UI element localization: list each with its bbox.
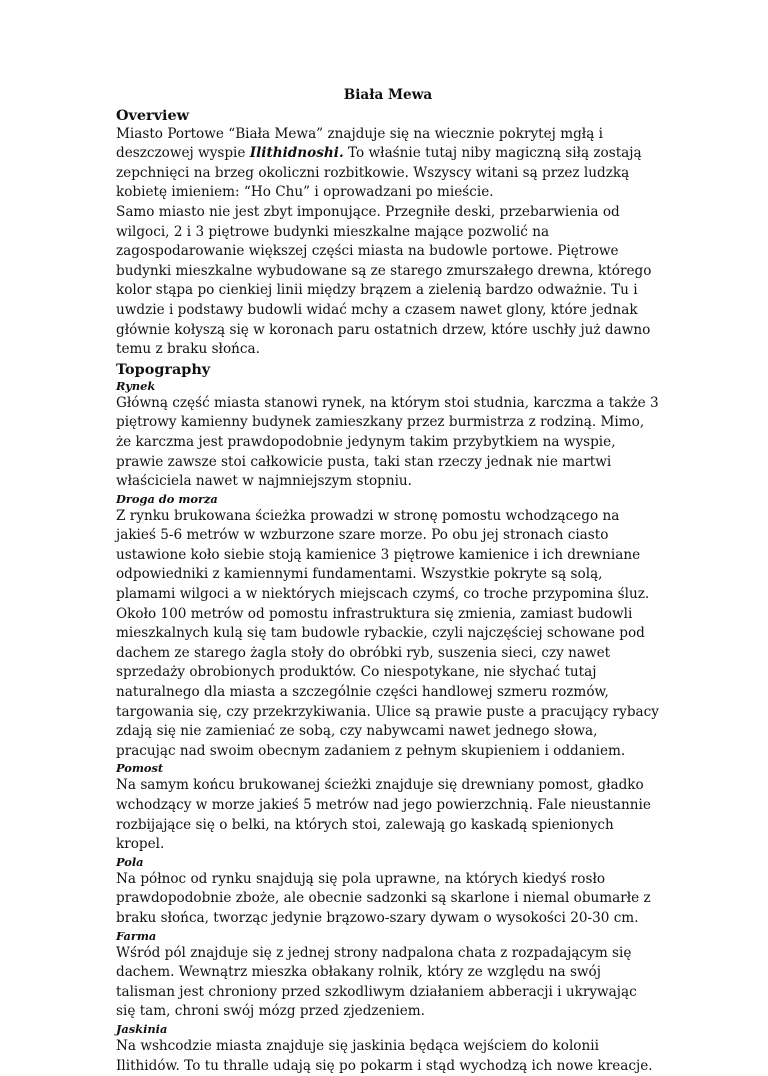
section-text-farma: Wśród pól znajduje się z jednej strony nadpalona chata z rozpadającym się dachem. Wewnątrz mieszka obłakany rolnik, który ze względu na swój talisman jest chroniony przed szkodliwym działaniem abberacji i ukrywając się tam, chroni swój mózg przed zjedzeniem. bbox=[116, 944, 637, 1020]
overview-paragraph-1 bbox=[116, 125, 660, 203]
overview-p1-start: Miasto Portowe “Biała Mewa” znajduje się na wiecznie pokrytej mgłą i deszczowej wyspie bbox=[116, 125, 603, 162]
section-text-rynek: Główną część miasta stanowi rynek, na którym stoi studnia, karczma a także 3 piętrowy kamienny budynek zamieszkany przez burmistrza z rodziną. Mimo, że karczma jest prawdopodobnie jedynym takim przybytkiem na wyspie, prawie zawsze stoi całkowicie pusta, taki stan rzeczy jednak nie martwi właściciela nawet w najmniejszym stopniu. bbox=[116, 394, 659, 490]
section-heading-pomost: Pomost bbox=[116, 761, 164, 776]
section-text-pola: Na północ od rynku snajdują się pola uprawne, na których kiedyś rosło prawdopodobnie zboże, ale obecnie sadzonki są skarlone i niemal obumarłe z braku słońca, tworząc jedynie brązowo-szary dywam o wysokości 20-30 cm. bbox=[116, 870, 651, 926]
section-text-droga-do-morza: Z rynku brukowana ścieżka prowadzi w stronę pomostu wchodzącego na jakieś 5-6 metrów w wzburzone szare morze. Po obu jej stronach ciasto ustawione koło siebie stoją kamienice 3 piętrowe kamienice i ich drewniane odpowiedniki z kamiennymi fundamentami. Wszystkie pokryte są solą, plamami wilgoci a w niektórych miejscach czymś, co troche przypomina śluz. Około 100 metrów od pomostu infrastruktura się zmienia, zamiast budowli mieszkalnych kulą się tam budowle rybackie, czyli najczęściej schowane pod dachem ze starego żagla stoły do obróbki ryb, suszenia sieci, czy nawet sprzedaży obrobionych produktów. Co niespotykane, nie słychać tutaj naturalnego dla miasta a szczególnie części handlowej szmeru rozmów, targowania się, czy przekrzykiwania. Ulice są prawie puste a pracujący rybacy zdają się nie zamieniać ze sobą, czy nabywcami nawet jednego słowa, pracując nad swoim obecnym zadaniem z pełnym skupieniem i oddaniem. bbox=[116, 507, 659, 759]
section-heading-droga-do-morza: Droga do morza bbox=[116, 491, 218, 506]
topography-heading: Topography bbox=[116, 360, 211, 378]
document-body bbox=[116, 86, 660, 1076]
section-heading-pola: Pola bbox=[116, 854, 144, 869]
section-heading-farma: Farma bbox=[116, 928, 157, 943]
section-text-jaskinia: Na wshcodzie miasta znajduje się jaskinia będąca wejściem do kolonii Ilithidów. To tu thralle udają się po pokarm i stąd wychodzą ich nowe kreacje. bbox=[116, 1037, 653, 1074]
section-heading-jaskinia: Jaskinia bbox=[116, 1021, 168, 1036]
document-title: Biała Mewa bbox=[343, 87, 433, 103]
section-text-pomost: Na samym końcu brukowanej ścieżki znajduje się drewniany pomost, gładko wchodzący w morze jakieś 5 metrów nad jego powierzchnią. Fale nieustannie rozbijające się o belki, na których stoi, zalewają go kaskadą spienionych kropel. bbox=[116, 777, 651, 853]
island-name: Ilithidnoshi. bbox=[249, 145, 344, 162]
overview-paragraph-2: Samo miasto nie jest zbyt imponujące. Przegniłe deski, przebarwienia od wilgoci, 2 i 3 piętrowe budynki mieszkalne mające pozwolić na zagospodarowanie większej części miasta na budowle portowe. Piętrowe budynki mieszkalne wybudowane są ze starego zmurszałego drewna, którego kolor stąpa po cienkiej linii między brązem a zielenią bardzo odważnie. Tu i uwdzie i podstawy budowli widać mchy a czasem nawet glony, które jednak głównie kołyszą się w koronach paru ostatnich drzew, które uschły już dawno temu z braku słońca. bbox=[116, 203, 652, 358]
overview-heading: Overview bbox=[116, 106, 190, 124]
overview-p1-end: To właśnie tutaj niby magiczną siłą zostają zepchnięci na brzeg okoliczni rozbitkowie. Wszyscy witani są przez ludzką kobietę imieniem: “Ho Chu” i oprowadzani po mieście. bbox=[116, 145, 642, 201]
section-heading-rynek: Rynek bbox=[116, 378, 156, 393]
